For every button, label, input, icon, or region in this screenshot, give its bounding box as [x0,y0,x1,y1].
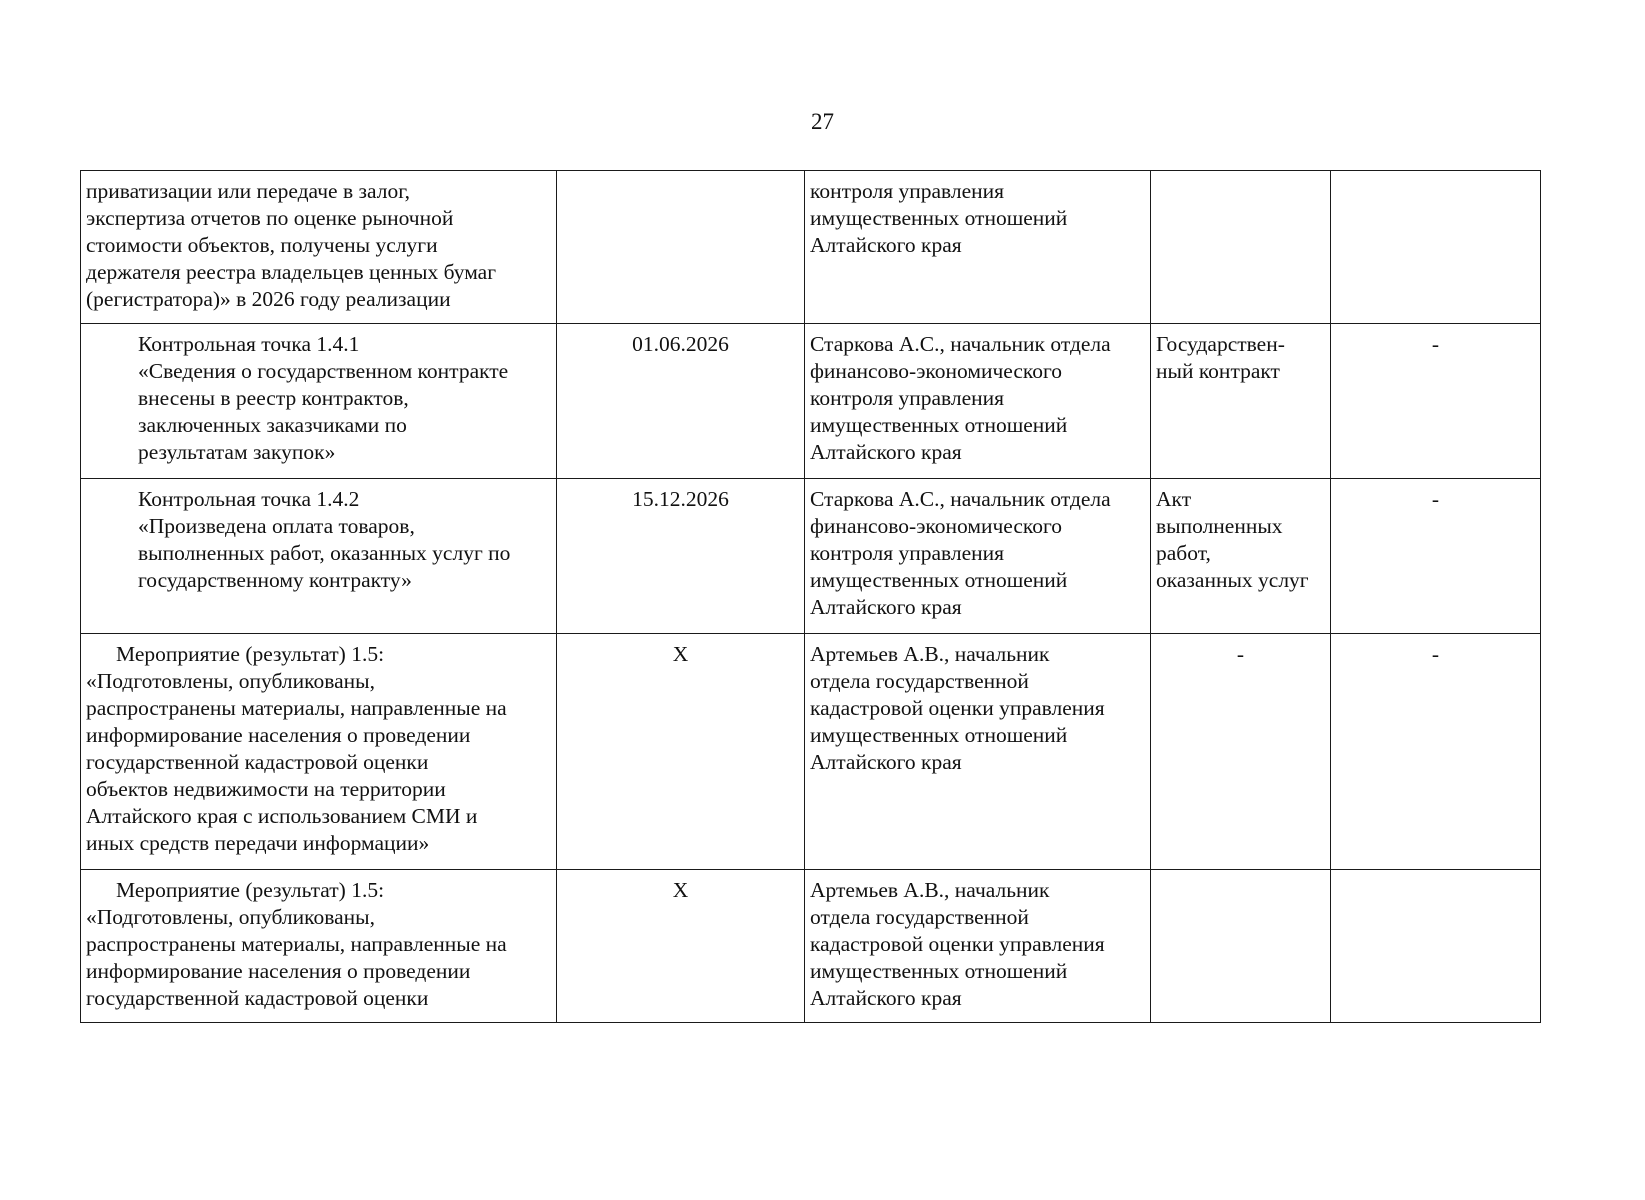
date-cell: X [557,634,805,870]
document-line: выполненных [1156,514,1283,538]
description-line: экспертиза отчетов по оценке рыночной [86,206,454,230]
description-line: иных средств передачи информации» [86,831,430,855]
description-line: государственной кадастровой оценки [86,750,429,774]
responsible-line: имущественных отношений [810,568,1068,592]
responsible-line: кадастровой оценки управления [810,932,1105,956]
responsible-line: Артемьев А.В., начальник [810,642,1050,666]
description-line: Контрольная точка 1.4.1 [138,332,360,356]
description-line: информирование населения о проведении [86,723,471,747]
control-point-cell [81,324,557,479]
document-line: работ, [1156,541,1211,565]
responsible-line: имущественных отношений [810,723,1068,747]
document-cell [1151,870,1331,1023]
responsible-line: отдела государственной [810,669,1029,693]
date-cell: 01.06.2026 [557,324,805,479]
responsible-line: кадастровой оценки управления [810,696,1105,720]
responsible-line: Артемьев А.В., начальник [810,878,1050,902]
document-cell [1151,479,1331,634]
responsible-line: контроля управления [810,541,1005,565]
description-line: Алтайского края с использованием СМИ и [86,804,478,828]
description-line: «Произведена оплата товаров, [138,514,415,538]
responsible-cell [805,870,1151,1023]
description-line: информирование населения о проведении [86,959,471,983]
responsible-cell [805,324,1151,479]
date-cell: X [557,870,805,1023]
description-line: заключенных заказчиками по [138,413,407,437]
description-line: Мероприятие (результат) 1.5: [116,878,385,902]
responsible-line: контроля управления [810,386,1005,410]
description-line: объектов недвижимости на территории [86,777,446,801]
responsible-line: Алтайского края [810,440,962,464]
document-line: Государствен- [1156,332,1285,356]
info-system-cell: - [1331,634,1541,870]
info-system-cell [1331,171,1541,324]
description-line: выполненных работ, оказанных услуг по [138,541,511,565]
description-line: Контрольная точка 1.4.2 [138,487,360,511]
event-description-cell [81,870,557,1023]
event-description-cell [81,634,557,870]
description-line: внесены в реестр контрактов, [138,386,409,410]
info-system-cell: - [1331,479,1541,634]
table-row [81,634,1541,870]
responsible-cell [805,479,1151,634]
responsible-line: Старкова А.С., начальник отдела [810,332,1111,356]
responsible-line: отдела государственной [810,905,1029,929]
description-line: «Подготовлены, опубликованы, [86,905,376,929]
responsible-line: финансово-экономического [810,359,1063,383]
document-line: оказанных услуг [1156,568,1309,592]
table-row [81,171,1541,324]
document-line: ный контракт [1156,359,1280,383]
description-line: государственному контракту» [138,568,412,592]
responsible-line: контроля управления [810,179,1005,203]
page-number: 27 [811,109,834,134]
description-line: приватизации или передаче в залог, [86,179,410,203]
description-line: государственной кадастровой оценки [86,986,429,1010]
document-cell: - [1151,634,1331,870]
responsible-cell [805,171,1151,324]
responsible-line: Алтайского края [810,750,962,774]
plan-table [80,170,1541,1023]
document-cell [1151,171,1331,324]
info-system-cell [1331,870,1541,1023]
document-cell [1151,324,1331,479]
responsible-line: финансово-экономического [810,514,1063,538]
responsible-line: Алтайского края [810,233,962,257]
description-line: «Подготовлены, опубликованы, [86,669,376,693]
description-line: держателя реестра владельцев ценных бумаг [86,260,497,284]
responsible-line: имущественных отношений [810,413,1068,437]
responsible-line: имущественных отношений [810,206,1068,230]
document-line: Акт [1156,487,1192,511]
responsible-cell [805,634,1151,870]
description-line: результатам закупок» [138,440,336,464]
date-cell [557,171,805,324]
description-line: «Сведения о государственном контракте [138,359,509,383]
responsible-line: Алтайского края [810,986,962,1010]
responsible-line: Алтайского края [810,595,962,619]
description-line: распространены материалы, направленные на [86,696,507,720]
table-row [81,324,1541,479]
responsible-line: имущественных отношений [810,959,1068,983]
event-description-cell [81,171,557,324]
table-row [81,479,1541,634]
description-line: распространены материалы, направленные на [86,932,507,956]
responsible-line: Старкова А.С., начальник отдела [810,487,1111,511]
description-line: (регистратора)» в 2026 году реализации [86,287,451,311]
description-line: стоимости объектов, получены услуги [86,233,438,257]
info-system-cell: - [1331,324,1541,479]
table-row [81,870,1541,1023]
control-point-cell [81,479,557,634]
description-line: Мероприятие (результат) 1.5: [116,642,385,666]
date-cell: 15.12.2026 [557,479,805,634]
